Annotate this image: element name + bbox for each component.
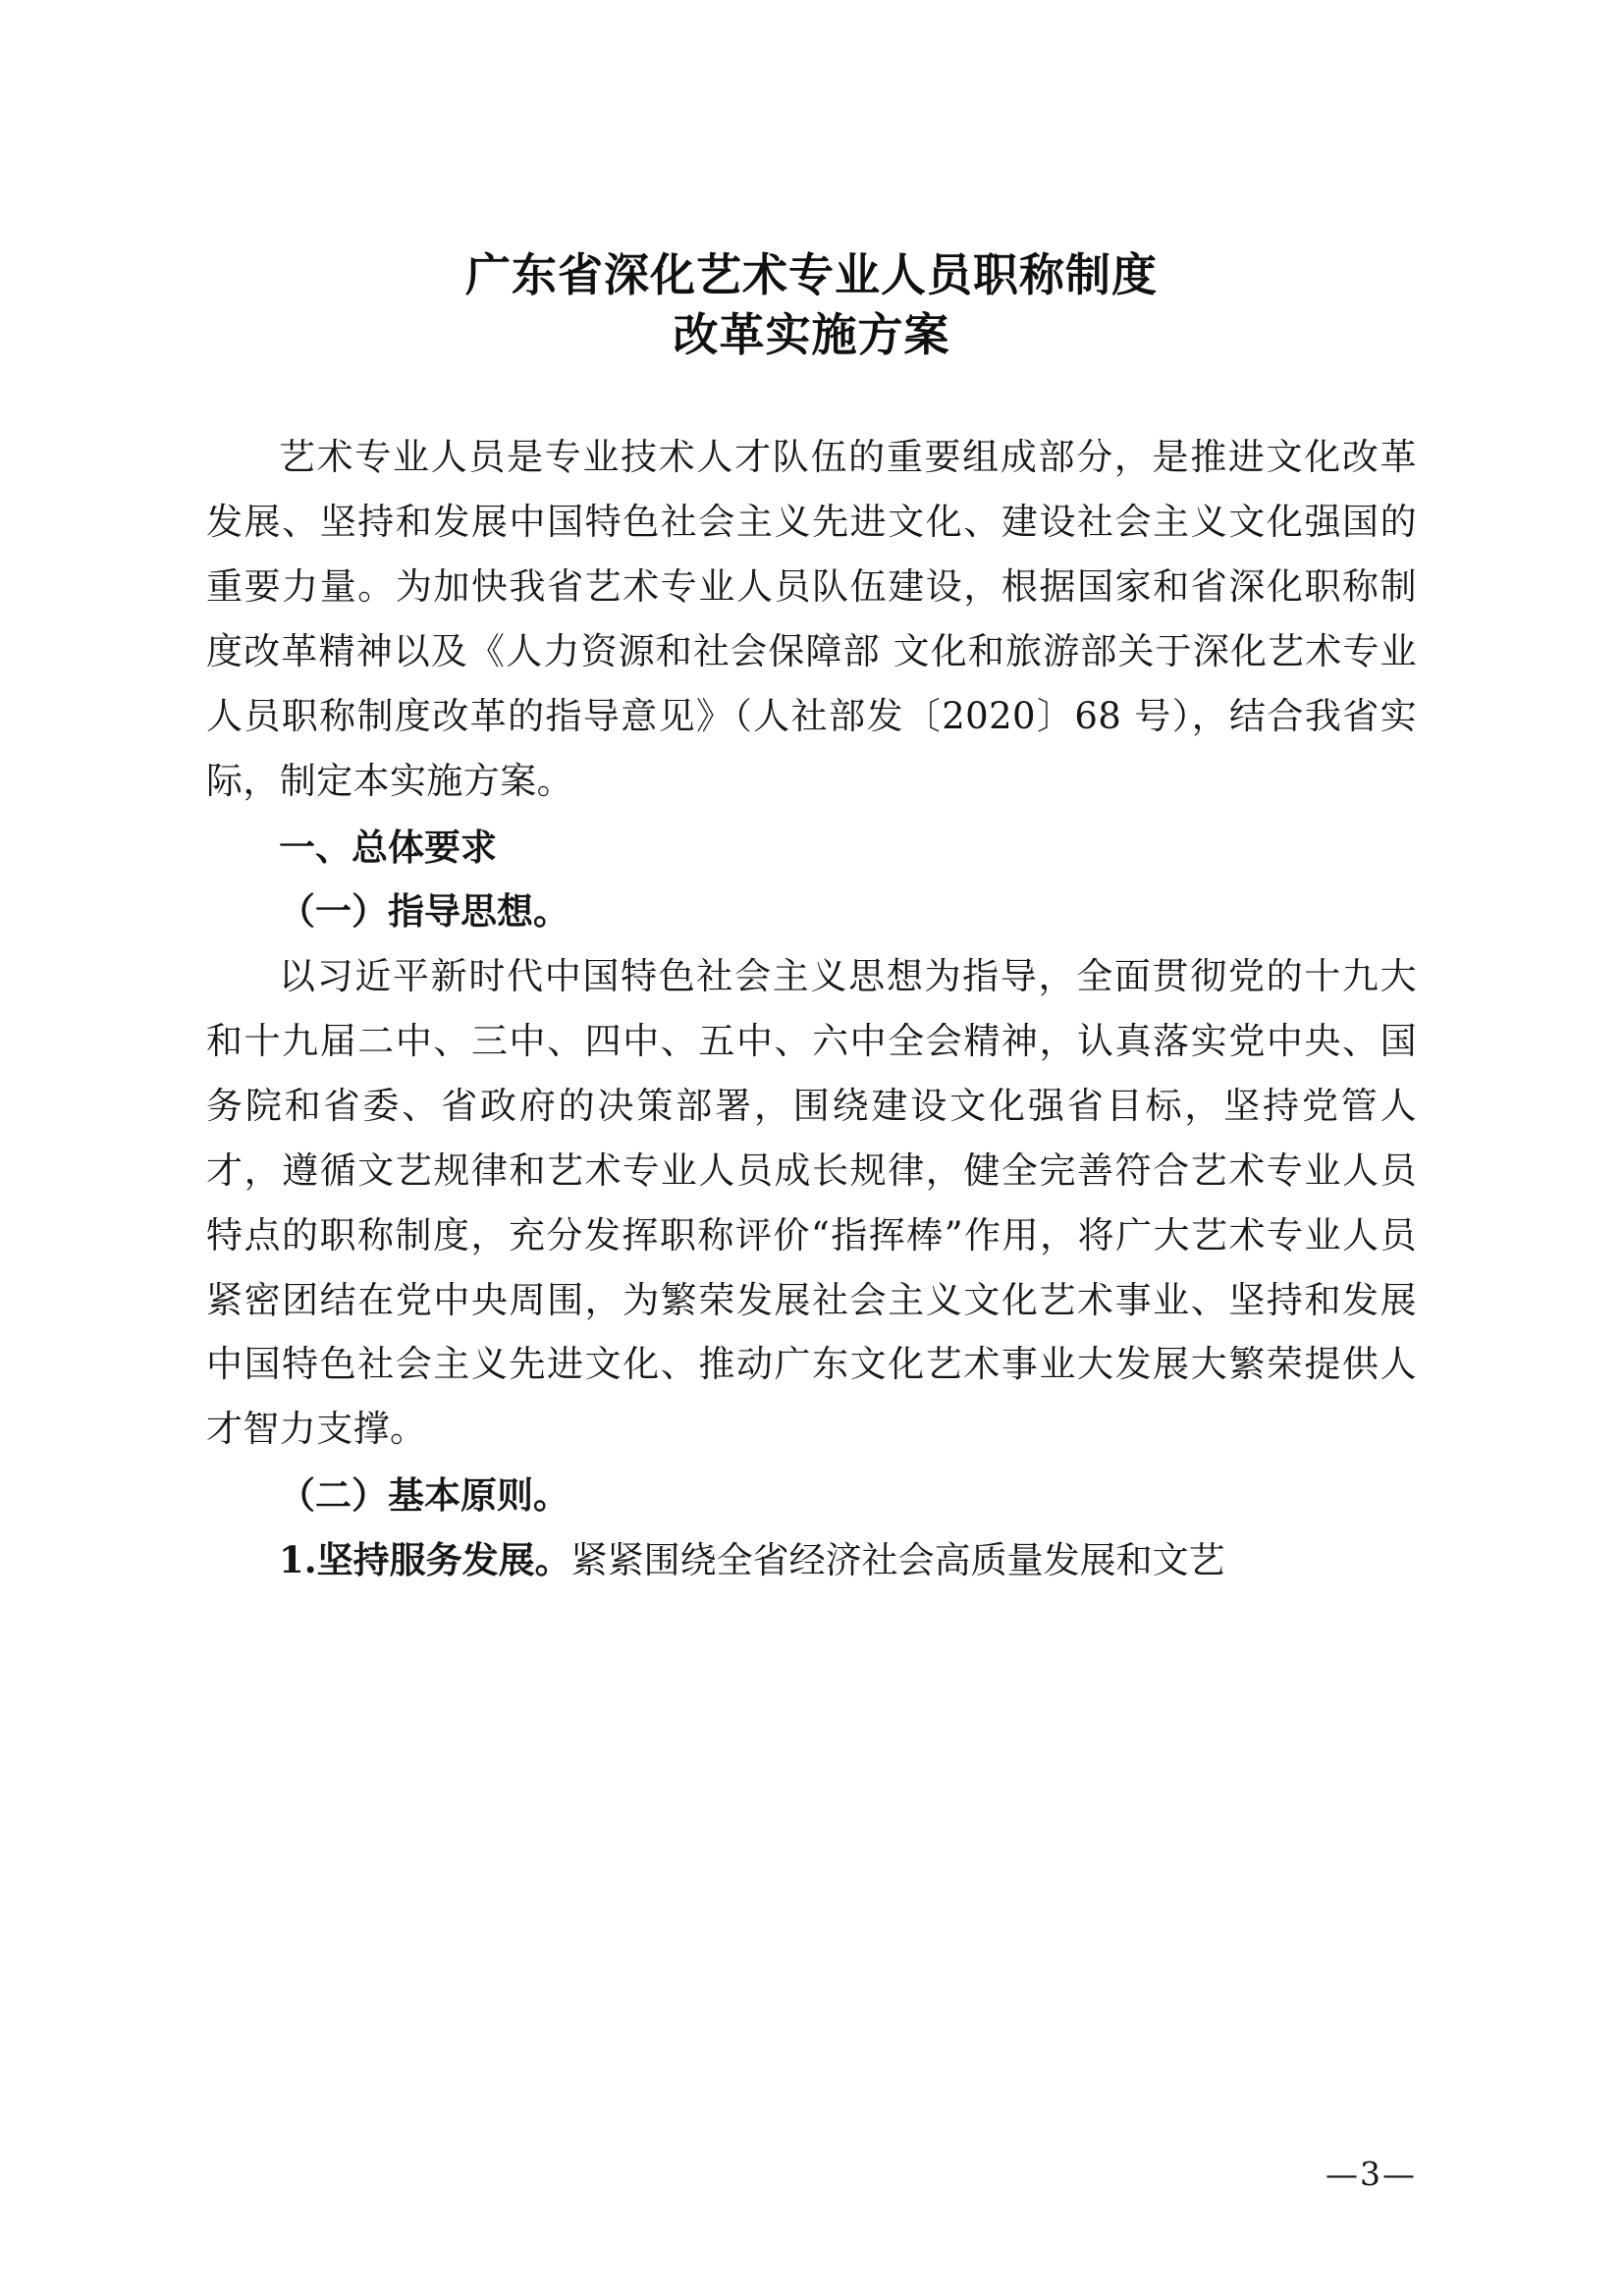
- paragraph-principle-1: [206, 1528, 1417, 1593]
- page-number: —3—: [1325, 2155, 1417, 2193]
- heading-section-1-1: （一）指导思想。: [279, 889, 569, 934]
- principle-1-text: 紧紧围绕全省经济社会高质量发展和文艺: [570, 1539, 1225, 1582]
- title-line-1: 广东省深化艺术专业人员职称制度: [465, 248, 1158, 301]
- page-title: [206, 245, 1417, 364]
- paragraph-guiding-thought: 以习近平新时代中国特色社会主义思想为指导，全面贯彻党的十九大和十九届二中、三中、四中、五中、六中全会精神，认真落实党中央、国务院和省委、省政府的决策部署，围绕建设文化强省目标，坚持党管人才，遵循文艺规律和艺术专业人员成长规律，健全完善符合艺术专业人员特点的职称制度，充分发挥职称评价“指挥棒”作用，将广大艺术专业人员紧密团结在党中央周围，为繁荣发展社会主义文化艺术事业、坚持和发展中国特色社会主义先进文化、推动广东文化艺术事业大发展大繁荣提供人才智力支撑。: [206, 955, 1417, 1451]
- heading-section-1: 一、总体要求: [279, 825, 497, 869]
- principle-1-label: 1.坚持服务发展。: [279, 1538, 571, 1582]
- paragraph-intro: 艺术专业人员是专业技术人才队伍的重要组成部分，是推进文化改革发展、坚持和发展中国特色社会主义先进文化、建设社会主义文化强国的重要力量。为加快我省艺术专业人员队伍建设，根据国家和省深化职称制度改革精神以及《人力资源和社会保障部 文化和旅游部关于深化艺术专业人员职称制度改革的指导意见》（人社部发〔2020〕68 号），结合我省实际，制定本实施方案。: [206, 436, 1417, 802]
- heading-section-1-2: （二）基本原则。: [279, 1473, 569, 1518]
- document-body: [206, 425, 1417, 1592]
- title-line-2: 改革实施方案: [673, 307, 950, 361]
